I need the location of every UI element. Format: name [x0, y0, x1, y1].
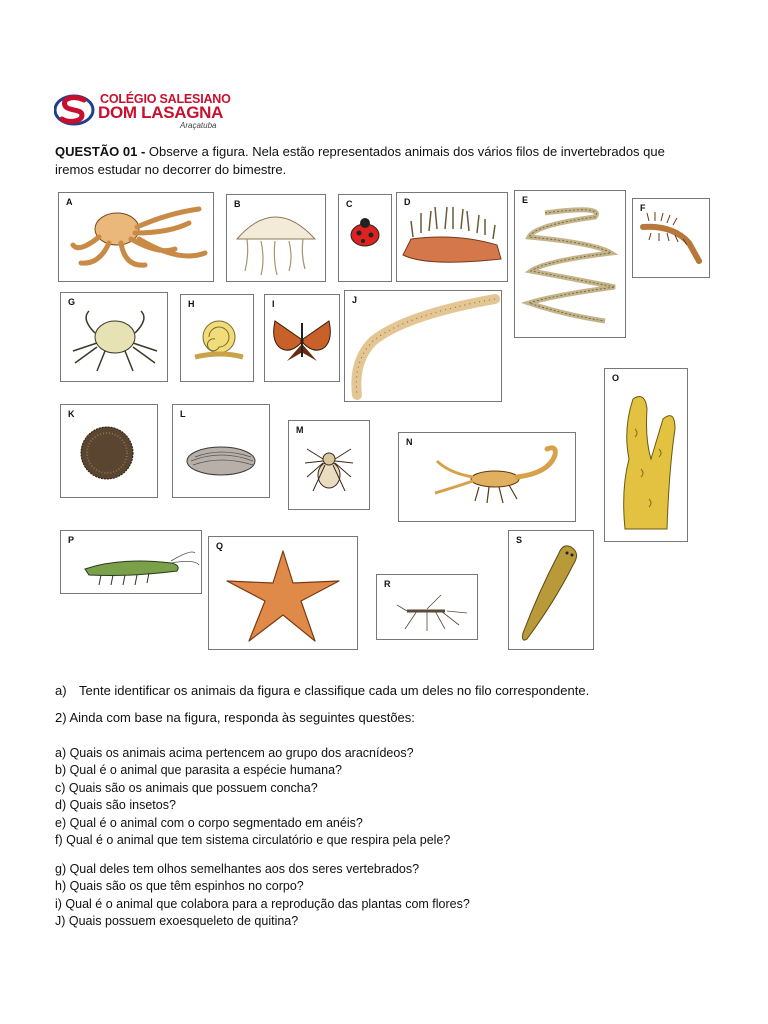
instruction-a-marker: a)	[55, 683, 67, 698]
question-item: g) Qual deles tem olhos semelhantes aos dos seres vertebrados?	[55, 862, 420, 876]
crab-icon	[61, 293, 167, 381]
panel-label: O	[612, 373, 620, 383]
question-item: d) Quais são insetos?	[55, 798, 176, 813]
question2-heading: 2) Ainda com base na figura, responda às seguintes questões:	[55, 710, 415, 725]
question-item: J) Quais possuem exoesqueleto de quitina?	[55, 914, 299, 929]
panel-k	[60, 404, 158, 498]
logo-line3: Araçatuba	[180, 121, 217, 130]
panel-label: G	[68, 297, 76, 307]
logo-line1: COLÉGIO SALESIANO	[100, 92, 231, 106]
panel-g	[60, 292, 168, 382]
spider-icon	[289, 421, 369, 509]
sea-anemone-icon	[397, 193, 507, 281]
panel-r	[376, 574, 478, 640]
panel-d	[396, 192, 508, 282]
question1-label: QUESTÃO 01 -	[55, 144, 146, 159]
butterfly-icon	[265, 295, 339, 381]
panel-label: J	[352, 295, 358, 305]
panel-a	[58, 192, 214, 282]
panel-j	[344, 290, 502, 402]
panel-b	[226, 194, 326, 282]
question-list	[55, 745, 450, 849]
octopus-icon	[59, 193, 213, 281]
panel-q	[208, 536, 358, 650]
panel-f	[632, 198, 710, 278]
shrimp-icon	[61, 531, 201, 593]
panel-label: B	[234, 199, 241, 209]
panel-o	[604, 368, 688, 542]
snail-icon	[181, 295, 253, 381]
ladybug-icon	[339, 195, 391, 281]
school-logo	[54, 90, 244, 130]
panel-l	[172, 404, 270, 498]
centipede-icon	[633, 199, 709, 277]
panel-label: S	[516, 535, 523, 545]
question1-paragraph	[55, 143, 695, 179]
panel-label: R	[384, 579, 391, 589]
panel-h	[180, 294, 254, 382]
question-list-2	[55, 861, 470, 931]
panel-label: I	[272, 299, 275, 309]
panel-s	[508, 530, 594, 650]
mussel-icon	[173, 405, 269, 497]
invertebrates-figure	[56, 188, 712, 650]
starfish-icon	[209, 537, 357, 649]
tapeworm-icon	[515, 191, 625, 337]
panel-label: C	[346, 199, 353, 209]
scorpion-icon	[399, 433, 575, 521]
question-item: f) Qual é o animal que tem sistema circulatório e que respira pela pele?	[55, 833, 451, 848]
panel-label: Q	[216, 541, 224, 551]
panel-i	[264, 294, 340, 382]
panel-p	[60, 530, 202, 594]
panel-label: L	[180, 409, 186, 419]
panel-c	[338, 194, 392, 282]
question-item: a) Quais os animais acima pertencem ao grupo dos aracnídeos?	[55, 746, 414, 760]
panel-label: N	[406, 437, 413, 447]
panel-m	[288, 420, 370, 510]
panel-e	[514, 190, 626, 338]
question-item: e) Qual é o animal com o corpo segmentado em anéis?	[55, 815, 363, 830]
jellyfish-icon	[227, 195, 325, 281]
question-item: h) Quais são os que têm espinhos no corpo?	[55, 879, 304, 894]
sponge-icon	[605, 369, 687, 541]
planarian-icon	[509, 531, 593, 649]
panel-label: D	[404, 197, 411, 207]
mosquito-icon	[377, 575, 477, 639]
question1-text: Observe a figura. Nela estão representados animais dos vários filos de invertebrados que iremos estudar no decorrer do bimestre.	[55, 144, 665, 177]
question-item: i) Qual é o animal que colabora para a reprodução das plantas com flores?	[55, 896, 470, 911]
panel-label: E	[522, 195, 529, 205]
panel-label: K	[68, 409, 75, 419]
earthworm-icon	[345, 291, 501, 401]
logo-line2: DOM LASAGNA	[98, 103, 224, 122]
panel-label: A	[66, 197, 73, 207]
panel-label: M	[296, 425, 304, 435]
panel-label: P	[68, 535, 75, 545]
sea-urchin-icon	[61, 405, 157, 497]
question-item: b) Qual é o animal que parasita a espécie humana?	[55, 763, 342, 778]
panel-label: F	[640, 203, 646, 213]
instruction-a	[55, 683, 589, 698]
panel-n	[398, 432, 576, 522]
panel-label: H	[188, 299, 195, 309]
salesian-s-logo-icon	[54, 92, 98, 128]
instruction-a-text: Tente identificar os animais da figura e classifique cada um deles no filo correspondente.	[79, 683, 590, 698]
question-item: c) Quais são os animais que possuem concha?	[55, 780, 318, 795]
